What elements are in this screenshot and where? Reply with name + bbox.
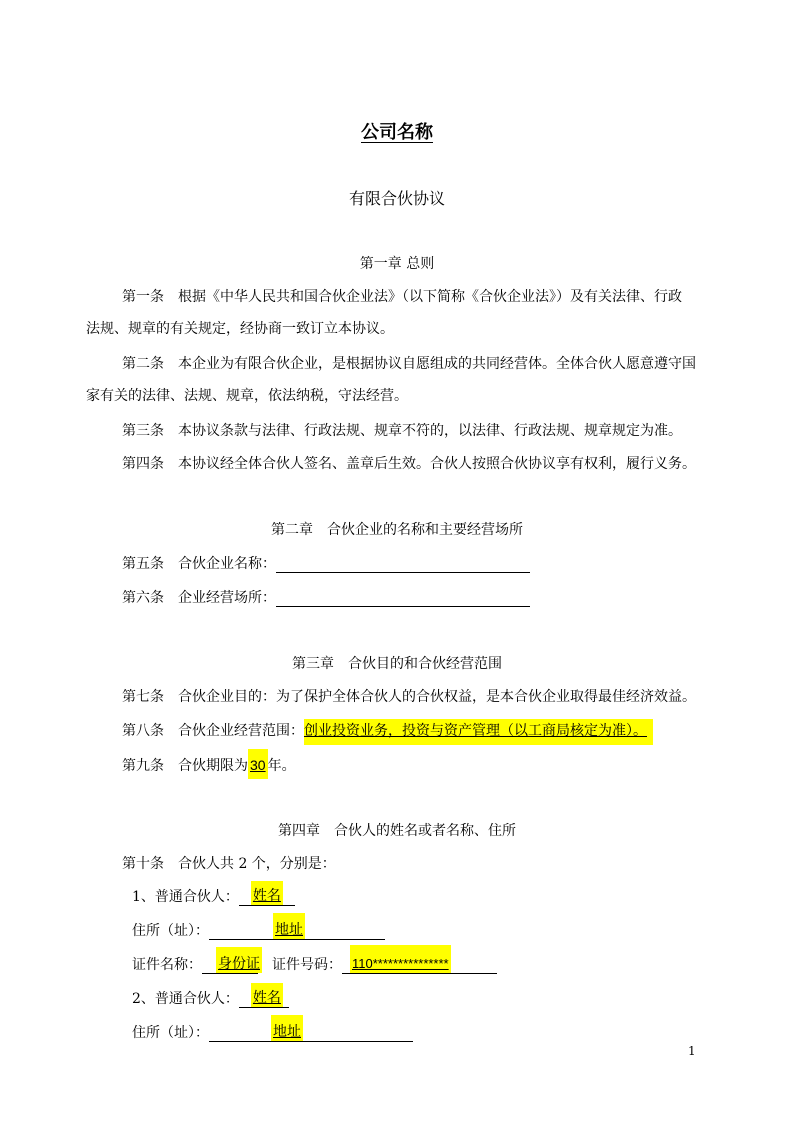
company-name-title [0, 118, 794, 144]
partner2-address-label: 住所（址）： [132, 1025, 209, 1041]
partner1-id-row [132, 956, 497, 974]
company-name: 公司名称 [361, 122, 433, 143]
article-8-label: 合伙企业经营范围： [178, 723, 304, 739]
chapter3-heading: 第三章 合伙目的和合伙经营范围 [292, 656, 502, 672]
article-4-text: 本协议经全体合伙人签名、盖章后生效。合伙人按照合伙协议享有权利，履行义务。 [178, 456, 696, 472]
article-9-number: 第九条 [122, 758, 164, 774]
article-3-number: 第三条 [122, 423, 164, 439]
article-6-number: 第六条 [122, 590, 164, 606]
article-7-text: 合伙企业目的：为了保护全体合伙人的合伙权益，是本合伙企业取得最佳经济效益。 [178, 689, 696, 705]
article-2-line2: 家有关的法律、法规、规章，依法纳税，守法经营。 [86, 388, 408, 404]
partner1-id-number-label: 证件号码： [272, 957, 342, 973]
article-1-line2: 法规、规章的有关规定，经协商一致订立本协议。 [86, 321, 394, 337]
business-scope-value: 创业投资业务，投资与资产管理（以工商局核定为准）。 [304, 719, 653, 745]
partner2-label: 2、普通合伙人： [132, 991, 239, 1007]
partner1-id-type: 身份证 [216, 947, 262, 973]
article-10 [122, 855, 336, 873]
partner1-id-type-label: 证件名称： [132, 957, 202, 973]
partner1-name: 姓名 [251, 881, 283, 905]
article-8 [122, 722, 653, 740]
article-7-number: 第七条 [122, 689, 164, 705]
article-9-prefix: 合伙期限为 [178, 758, 248, 774]
document-title: 有限合伙协议 [348, 189, 445, 208]
partner2-row [132, 990, 289, 1008]
article-5-number: 第五条 [122, 556, 164, 572]
article-1-line1 [122, 288, 682, 306]
chapter2-heading: 第二章 合伙企业的名称和主要经营场所 [271, 522, 523, 538]
article-8-number: 第八条 [122, 723, 164, 739]
article-9 [122, 756, 296, 775]
partner1-id-number-field[interactable] [342, 957, 497, 974]
partnership-years: 30 [248, 749, 268, 779]
article-3 [122, 422, 682, 440]
partner2-name-field[interactable] [239, 991, 289, 1008]
partner1-address: 地址 [273, 913, 305, 939]
partner2-name: 姓名 [251, 983, 283, 1007]
partner1-id-type-field[interactable] [202, 957, 258, 974]
partner2-address: 地址 [271, 1015, 303, 1041]
partner1-row [132, 888, 295, 906]
article-6 [122, 589, 530, 607]
partner1-address-row [132, 922, 385, 940]
article-2-number: 第二条 [122, 356, 164, 372]
chapter1-heading: 第一章 总则 [359, 256, 435, 272]
article-9-suffix: 年。 [267, 758, 296, 774]
article-7 [122, 688, 696, 706]
chapter4-heading: 第四章 合伙人的姓名或者名称、住所 [278, 823, 516, 839]
article-1-text: 根据《中华人民共和国合伙企业法》（以下简称《合伙企业法》）及有关法律、行政 [178, 289, 682, 305]
article-10-text: 合伙人共 2 个，分别是： [178, 856, 336, 872]
partner1-address-label: 住所（址）： [132, 923, 209, 939]
page-number: 1 [688, 1044, 696, 1058]
partner1-id-number: 110*************** [350, 945, 451, 973]
partner1-name-field[interactable] [239, 889, 295, 906]
article-5-label: 合伙企业名称： [178, 556, 276, 572]
article-3-text: 本协议条款与法律、行政法规、规章不符的，以法律、行政法规、规章规定为准。 [178, 423, 682, 439]
business-place-blank[interactable] [276, 590, 530, 607]
article-4-number: 第四条 [122, 456, 164, 472]
article-6-label: 企业经营场所： [178, 590, 276, 606]
article-5 [122, 555, 530, 573]
article-2-line1 [122, 355, 696, 373]
partner1-label: 1、普通合伙人： [132, 889, 239, 905]
company-name-blank[interactable] [276, 556, 530, 573]
article-1-number: 第一条 [122, 289, 164, 305]
article-2-text: 本企业为有限合伙企业，是根据协议自愿组成的共同经营体。全体合伙人愿意遵守国 [178, 356, 696, 372]
article-4 [122, 455, 696, 473]
partner2-address-row [132, 1024, 413, 1042]
partner2-address-field[interactable] [209, 1025, 413, 1042]
article-10-number: 第十条 [122, 856, 164, 872]
partner1-address-field[interactable] [209, 923, 385, 940]
